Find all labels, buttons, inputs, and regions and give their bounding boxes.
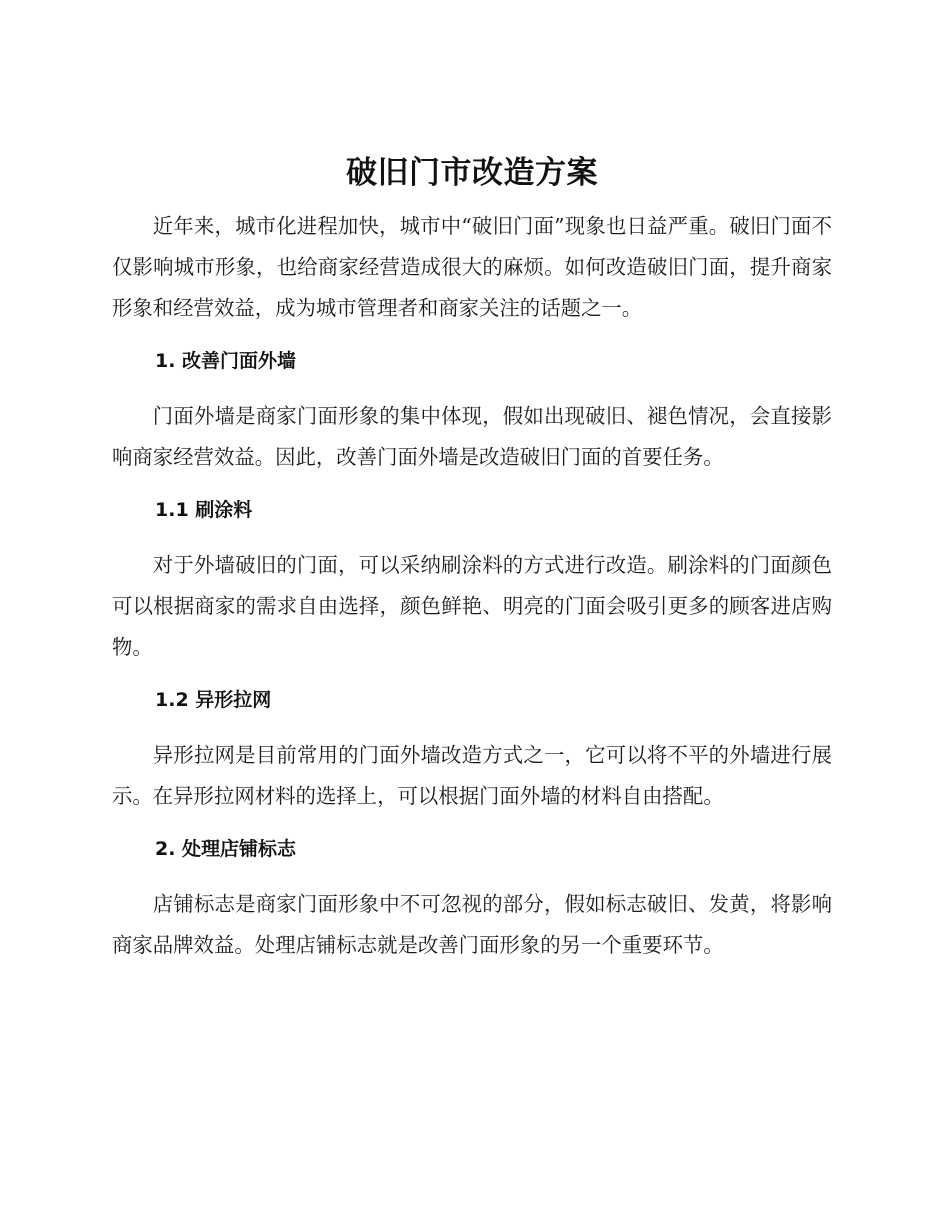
spacer	[112, 329, 832, 347]
spacer	[112, 375, 832, 396]
spacer	[112, 863, 832, 884]
section-2-paragraph: 店铺标志是商家门面形象中不可忽视的部分，假如标志破旧、发黄，将影响商家品牌效益。处理店铺标志就是改善门面形象的另一个重要环节。	[112, 892, 832, 957]
section-heading-1-2: 1.2 异形拉网	[155, 689, 272, 711]
section-heading-1: 1. 改善门面外墙	[155, 350, 297, 372]
spacer	[112, 524, 832, 545]
section-heading-2: 2. 处理店铺标志	[155, 838, 297, 860]
section-1-2-paragraph: 异形拉网是目前常用的门面外墙改造方式之一，它可以将不平的外墙进行展示。在异形拉网材料的选择上，可以根据门面外墙的材料自由搭配。	[112, 743, 832, 808]
spacer	[112, 668, 832, 686]
intro-paragraph: 近年来，城市化进程加快，城市中“破旧门面”现象也日益严重。破旧门面不仅影响城市形象，也给商家经营造成很大的麻烦。如何改造破旧门面，提升商家形象和经营效益，成为城市管理者和商家关注的话题之一。	[112, 214, 832, 320]
document-title: 破旧门市改造方案	[346, 155, 598, 191]
section-heading-1-1: 1.1 刷涂料	[155, 499, 253, 521]
spacer	[112, 714, 832, 735]
spacer	[112, 478, 832, 496]
document-page	[112, 150, 832, 966]
section-1-paragraph: 门面外墙是商家门面形象的集中体现，假如出现破旧、褪色情况，会直接影响商家经营效益。因此，改善门面外墙是改造破旧门面的首要任务。	[112, 404, 832, 469]
section-1-1-paragraph: 对于外墙破旧的门面，可以采纳刷涂料的方式进行改造。刷涂料的门面颜色可以根据商家的需求自由选择，颜色鲜艳、明亮的门面会吸引更多的顾客进店购物。	[112, 553, 832, 659]
spacer	[112, 817, 832, 835]
